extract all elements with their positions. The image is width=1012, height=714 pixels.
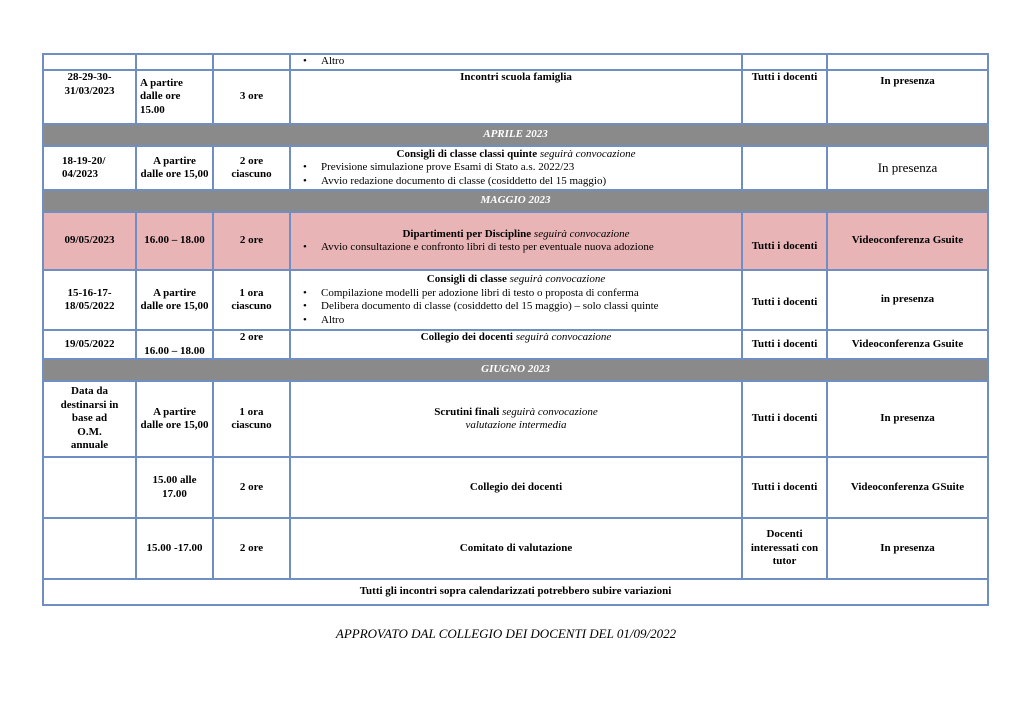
duration-cell: 2 ore ciascuno — [213, 146, 290, 190]
activity-note: seguirà convocazione — [515, 331, 612, 343]
list-item: • Altro — [294, 55, 738, 69]
participants-cell: Tutti i docenti — [742, 457, 827, 518]
time-cell: A partire dalle ore 15.00 — [136, 70, 213, 124]
time-cell: 15.00 alle 17.00 — [136, 457, 213, 518]
table-row — [43, 381, 988, 457]
mode-cell: In presenza — [827, 381, 988, 457]
table-row — [43, 457, 988, 518]
approval-footer: APPROVATO DAL COLLEGIO DEI DOCENTI DEL 01/09/2022 — [335, 626, 677, 641]
activity-cell: Comitato di valutazione — [290, 518, 742, 579]
activity-note: seguirà convocazione — [539, 147, 636, 160]
duration-cell: 2 ore — [213, 457, 290, 518]
date-cell: Data da destinarsi in base ad O.M. annuale — [43, 381, 136, 457]
date-cell: 15-16-17- 18/05/2022 — [43, 270, 136, 330]
table-row — [43, 579, 988, 605]
activity-note: seguirà convocazione — [502, 405, 598, 418]
table-row — [43, 70, 988, 124]
activity-cell — [290, 330, 742, 359]
activity-note: seguirà convocazione — [533, 227, 630, 240]
participants-cell: Tutti i docenti — [742, 330, 827, 359]
list-item: • Compilazione modelli per adozione libri di testo o proposta di conferma — [294, 287, 738, 301]
table-row — [43, 146, 988, 190]
month-header — [43, 359, 988, 381]
table-row — [43, 518, 988, 579]
activity-cell — [290, 146, 742, 190]
month-header — [43, 190, 988, 212]
date-cell: 09/05/2023 — [43, 212, 136, 270]
duration-cell: 2 ore — [213, 330, 290, 359]
activity-note: seguirà convocazione — [509, 273, 606, 285]
calendar-table — [42, 53, 989, 606]
month-header — [43, 124, 988, 146]
mode-cell: Videoconferenza Gsuite — [827, 330, 988, 359]
duration-cell: 1 ora ciascuno — [213, 270, 290, 330]
activity-cell: Incontri scuola famiglia — [290, 70, 742, 124]
time-cell: A partire dalle ore 15,00 — [136, 146, 213, 190]
list-item: • Avvio consultazione e confronto libri di testo per eventuale nuova adozione — [294, 241, 738, 255]
list-item: • Avvio redazione documento di classe (cosiddetto del 15 maggio) — [294, 175, 738, 189]
activity-cell: Collegio dei docenti — [290, 457, 742, 518]
mode-cell: Videoconferenza GSuite — [827, 457, 988, 518]
table-row — [43, 270, 988, 330]
table-row — [43, 212, 988, 270]
month-may: MAGGIO 2023 — [43, 190, 988, 212]
activity-note-2: valutazione intermedia — [465, 419, 567, 431]
participants-cell: Tutti i docenti — [742, 270, 827, 330]
table-row — [43, 54, 988, 70]
participants-cell: Tutti i docenti — [742, 70, 827, 124]
mode-cell: In presenza — [827, 518, 988, 579]
activity-cell — [290, 270, 742, 330]
time-cell: 16.00 – 18.00 — [136, 330, 213, 359]
time-cell: 16.00 – 18.00 — [136, 212, 213, 270]
date-cell: 18-19-20/ 04/2023 — [43, 146, 136, 190]
activity-cell — [290, 381, 742, 457]
activity-title: Dipartimenti per Discipline — [402, 227, 532, 240]
duration-cell: 2 ore — [213, 212, 290, 270]
date-cell: 19/05/2022 — [43, 330, 136, 359]
participants-cell: Tutti i docenti — [742, 381, 827, 457]
mode-cell: In presenza — [827, 146, 988, 190]
mode-cell: In presenza — [827, 70, 988, 124]
list-item: • Previsione simulazione prove Esami di Stato a.s. 2022/23 — [294, 161, 738, 175]
table-row — [43, 330, 988, 359]
mode-cell: Videoconferenza Gsuite — [827, 212, 988, 270]
month-april: APRILE 2023 — [43, 124, 988, 146]
time-cell: 15.00 -17.00 — [136, 518, 213, 579]
list-item: • Altro — [294, 314, 738, 328]
time-cell: A partire dalle ore 15,00 — [136, 270, 213, 330]
month-june: GIUGNO 2023 — [43, 359, 988, 381]
activity-title: Consigli di classe — [426, 273, 507, 285]
time-cell: A partire dalle ore 15,00 — [136, 381, 213, 457]
activity-title: Consigli di classe classi quinte — [396, 147, 538, 160]
variations-notice: Tutti gli incontri sopra calendarizzati potrebbero subire variazioni — [43, 579, 988, 605]
participants-cell: Tutti i docenti — [742, 212, 827, 270]
mode-cell: in presenza — [827, 270, 988, 330]
activity-cell — [290, 212, 742, 270]
participants-cell: Docenti interessati con tutor — [742, 518, 827, 579]
date-cell: 28-29-30- 31/03/2023 — [43, 70, 136, 124]
participants-cell — [742, 146, 827, 190]
duration-cell: 2 ore — [213, 518, 290, 579]
duration-cell: 1 ora ciascuno — [213, 381, 290, 457]
activity-title: Scrutini finali — [434, 405, 500, 418]
activity-title: Collegio dei docenti — [420, 331, 513, 343]
duration-cell: 3 ore — [213, 70, 290, 124]
list-item: • Delibera documento di classe (cosiddetto del 15 maggio) – solo classi quinte — [294, 300, 738, 314]
